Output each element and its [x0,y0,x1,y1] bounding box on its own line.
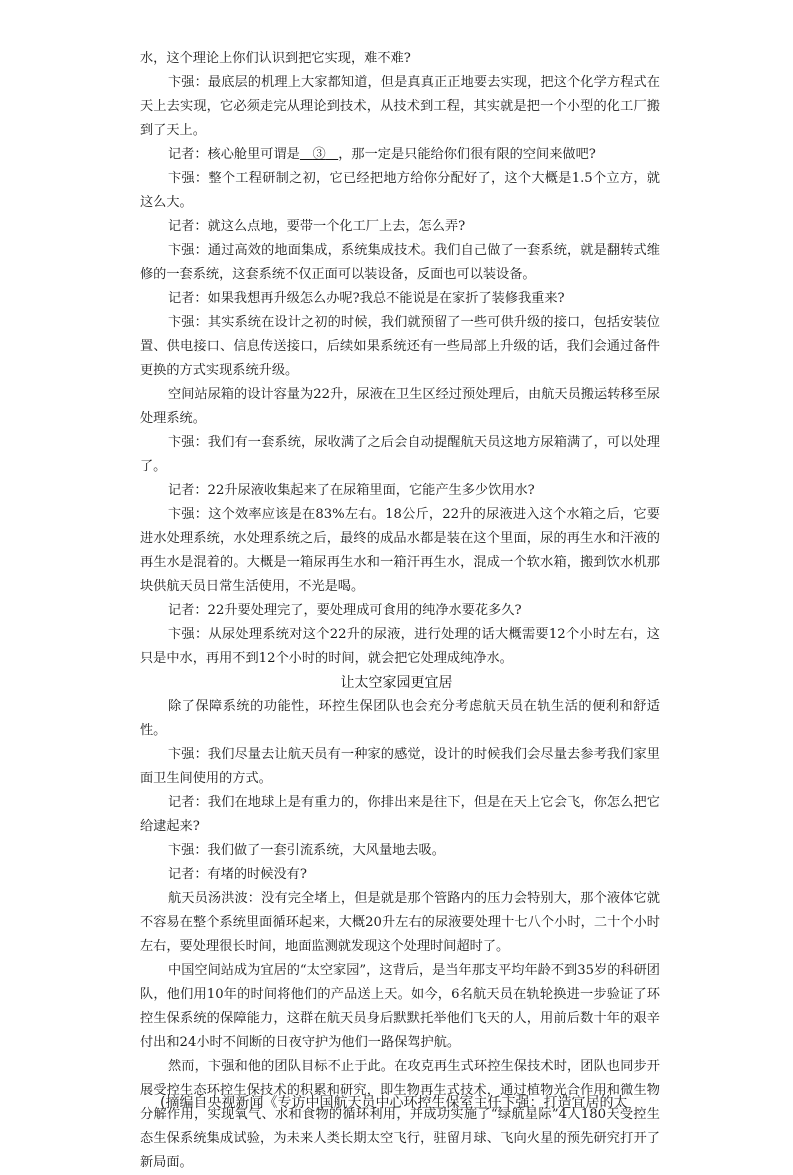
paragraph-p08: 卞强：其实系统在设计之初的时候，我们就预留了一些可供升级的接口，包括安装位置、供电接口、信息传送接口，后续如果系统还有一些局部上升级的话，我们会通过备件更换的方式实现系统升级。 [140,315,660,378]
fill-blank-3 [300,147,338,162]
p03-text-a: 记者：核心舱里可谓是 [168,147,300,162]
paragraph-p06: 卞强：通过高效的地面集成，系统集成技术。我们自己做了一套系统，就是翻转式维修的一套系统，这套系统不仅正面可以装设备，反面也可以装设备。 [140,243,660,282]
paragraph-p11: 记者：22升尿液收集起来了在尿箱里面，它能产生多少饮用水? [168,483,535,498]
paragraph-p13: 记者：22升要处理完了，要处理成可食用的纯净水要花多久? [168,603,522,618]
paragraph-p18: 卞强：我们做了一套引流系统，大风量地去吸。 [168,843,445,858]
section-heading: 让太空家园更宜居 [340,675,453,691]
p03-text-c: ，那一定是只能给你们很有限的空间来做吧? [338,147,596,162]
paragraph-p17: 记者：我们在地球上是有重力的，你排出来是往下，但是在天上它会飞，你怎么把它给逮起来? [140,795,660,834]
paragraph-p04: 卞强：整个工程研制之初，它已经把地方给你分配好了，这个大概是1.5个立方，就这么大。 [140,171,660,210]
paragraph-p14: 卞强：从尿处理系统对这个22升的尿液，进行处理的话大概需要12个小时左右，这只是中水，再用不到12个小时的时间，就会把它处理成纯净水。 [140,627,660,666]
paragraph-p16: 卞强：我们尽量去让航天员有一种家的感觉，设计的时候我们会尽量去参考我们家里面卫生间使用的方式。 [140,747,660,786]
paragraph-p09: 空间站尿箱的设计容量为22升，尿液在卫生区经过预处理后，由航天员搬运转移至尿处理系统。 [140,387,660,426]
paragraph-p15: 除了保障系统的功能性，环控生保团队也会充分考虑航天员在轨生活的便利和舒适性。 [140,699,660,738]
paragraph-p10: 卞强：我们有一套系统，尿收满了之后会自动提醒航天员这地方尿箱满了，可以处理了。 [140,435,660,474]
paragraph-p19: 记者：有堵的时候没有? [168,867,307,882]
paragraph-p22: 然而，卞强和他的团队目标不止于此。在攻克再生式环控生保技术时，团队也同步开展受控生态环控生保技术的积累和研究，即生物再生式技术，通过植物光合作用和微生物分解作用，实现氧气、水和食物的循环利用，并成功实施了“绿航星际”4人180天受控生态生保系统集成试验，为未来人类长期太空飞行，驻留月球、飞向火星的预先研究打开了新局面。 [140,1059,660,1170]
paragraph-p12: 卞强：这个效率应该是在83%左右。18公斤，22升的尿液进入这个水箱之后，它要进水处理系统，水处理系统之后，最终的成品水都是装在这个里面，尿的再生水和汗液的再生水是混着的。大概是一箱尿再生水和一箱汗再生水，混成一个软水箱，搬到饮水机那块供航天员日常生活使用，不光是喝。 [140,507,660,594]
paragraph-p05: 记者：就这么点地，要带一个化工厂上去，怎么弄? [168,219,466,234]
paragraph-p03 [140,143,660,167]
paragraph-p02: 卞强：最底层的机理上大家都知道，但是真真正正地要去实现，把这个化学方程式在天上去实现，它必须走完从理论到技术，从技术到工程，其实就是把一个小型的化工厂搬到了天上。 [140,75,660,138]
paragraph-p21: 中国空间站成为宜居的“太空家园”，这背后，是当年那支平均年龄不到35岁的科研团队，他们用10年的时间将他们的产品送上天。如今，6名航天员在轨轮换进一步验证了环控生保系统的保障能力，这群在航天员身后默默托举他们飞天的人，用前后数十年的艰辛付出和24小时不间断的日夜守护为他们一路保驾护航。 [140,963,660,1050]
paragraph-p01: 水，这个理论上你们认识到把它实现，难不难? [140,51,411,66]
fill-blank-3-label: ③ [312,147,326,162]
paragraph-p20: 航天员汤洪波：没有完全堵上，但是就是那个管路内的压力会特别大，那个液体它就不容易在整个系统里面循环起来，大概20升左右的尿液要处理十七八个小时，二十个小时左右，要处理很长时间，地面监测就发现这个处理时间超时了。 [140,891,660,954]
paragraph-p07: 记者：如果我想再升级怎么办呢?我总不能说是在家折了装修我重来? [168,291,565,306]
source-citation: (摘编自央视新闻《专访中国航天员中心环控生保室主任卞强：打造宜居的太 [160,1095,628,1111]
